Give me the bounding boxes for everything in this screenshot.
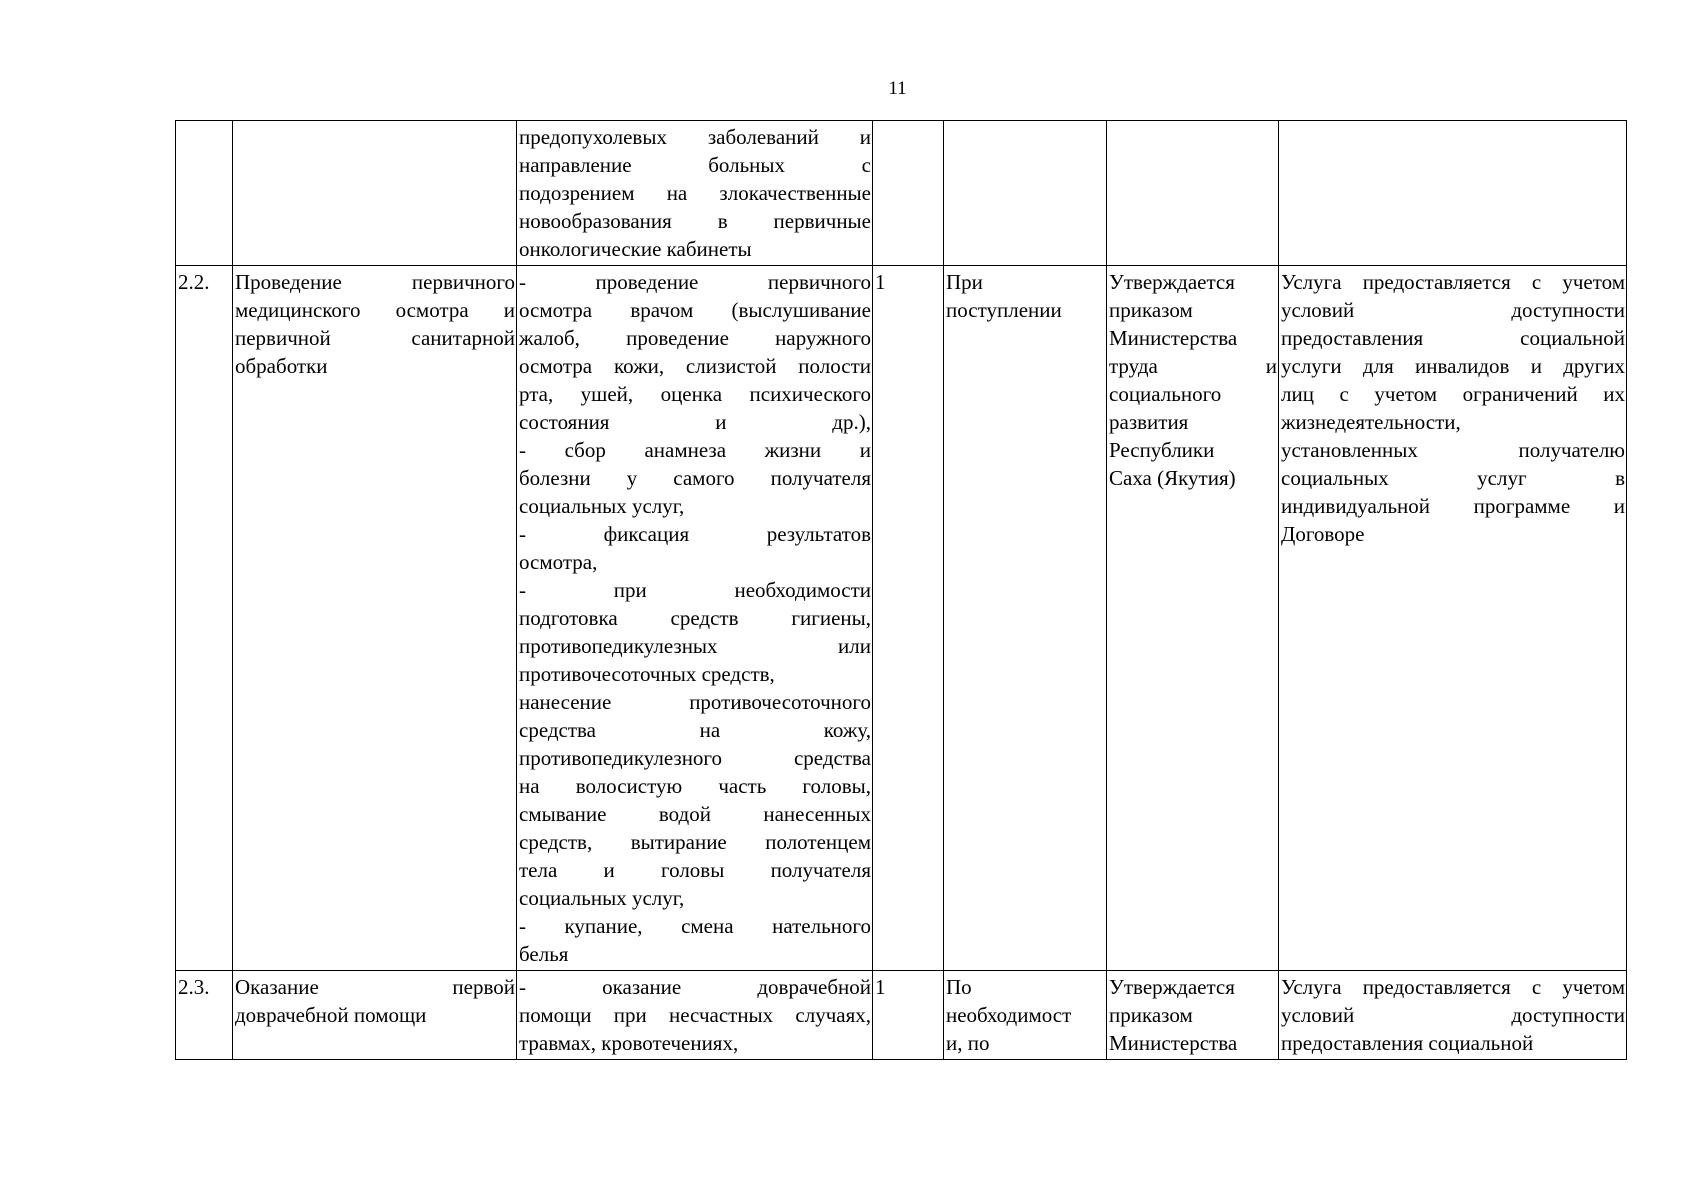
period-cell <box>944 266 1107 971</box>
period-cell <box>944 121 1107 266</box>
cell-text-line: При <box>946 270 983 294</box>
cell-text-line: и, по <box>946 1031 990 1055</box>
cell-text-line: - при необходимости <box>519 578 871 602</box>
cell-text-line: медицинского осмотра и <box>235 298 515 322</box>
cell-text-line: - купание, смена нательного <box>519 914 871 938</box>
cell-text-line: осмотра, <box>519 550 598 574</box>
cell-text-line: развития <box>1109 410 1189 434</box>
cell-text-line: белья <box>519 942 569 966</box>
cell-text-line: осмотра врачом (выслушивание <box>519 298 871 322</box>
cell-text-line: болезни у самого получателя <box>519 466 871 490</box>
cell-text-line: тела и головы получателя <box>519 858 871 882</box>
cell-text-line: нанесение противочесоточного <box>519 690 871 714</box>
cell-text-line: рта, ушей, оценка психического <box>519 382 871 406</box>
cell-text-line: условий доступности <box>1281 298 1625 322</box>
cell-text-line: обработки <box>235 354 328 378</box>
cost-cell <box>1107 971 1279 1060</box>
service-content-cell <box>517 971 873 1060</box>
cell-text-line: противочесоточных средств, <box>519 662 775 686</box>
cell-text-line: приказом <box>1109 1003 1193 1027</box>
cell-text-line: противопедикулезного средства <box>519 746 871 770</box>
cell-text-line: Проведение первичного <box>235 270 515 294</box>
conditions-cell <box>1279 121 1627 266</box>
cell-text-line: - фиксация результатов <box>519 522 871 546</box>
services-table <box>175 120 1627 1060</box>
table-row <box>176 121 1627 266</box>
row-number-cell: 2.3. <box>176 971 233 1060</box>
cell-text-line: Саха (Якутия) <box>1109 466 1236 490</box>
cost-cell <box>1107 121 1279 266</box>
cell-text-line: первичной санитарной <box>235 326 515 350</box>
cell-text-line: жалоб, проведение наружного <box>519 326 871 350</box>
conditions-cell <box>1279 266 1627 971</box>
cell-text-line: необходимост <box>946 1003 1072 1027</box>
cell-text-line: социального <box>1109 382 1222 406</box>
cell-text-line: жизнедеятельности, <box>1281 410 1461 434</box>
cell-text-line: подготовка средств гигиены, <box>519 606 871 630</box>
service-name-cell <box>233 266 517 971</box>
cell-text-line: помощи при несчастных случаях, <box>519 1003 871 1027</box>
cell-text-line: предоставления социальной <box>1281 326 1625 350</box>
cell-text-line: - оказание доврачебной <box>519 975 871 999</box>
cell-text-line: социальных услуг, <box>519 494 685 518</box>
cell-text-line: противопедикулезных или <box>519 634 871 658</box>
cell-text-line: осмотра кожи, слизистой полости <box>519 354 871 378</box>
cell-text-line: - сбор анамнеза жизни и <box>519 438 871 462</box>
cell-text-line: условий доступности <box>1281 1003 1625 1027</box>
cell-text-line: Республики <box>1109 438 1215 462</box>
cell-text-line: поступлении <box>946 298 1062 322</box>
conditions-cell <box>1279 971 1627 1060</box>
cell-text-line: на волосистую часть головы, <box>519 774 871 798</box>
row-number-cell <box>176 121 233 266</box>
cell-text-line: социальных услуг, <box>519 886 685 910</box>
table-row <box>176 971 1627 1060</box>
cell-text-line: Утверждается <box>1109 975 1235 999</box>
cell-text-line: - проведение первичного <box>519 270 871 294</box>
cell-text-line: направление больных с <box>519 153 871 177</box>
cell-text-line: Услуга предоставляется с учетом <box>1281 270 1625 294</box>
cell-text-line: социальных услуг в <box>1281 466 1625 490</box>
cell-text-line: установленных получателю <box>1281 438 1625 462</box>
volume-cell <box>873 121 944 266</box>
cell-text-line: приказом <box>1109 298 1193 322</box>
page-number: 11 <box>888 78 907 99</box>
table-row <box>176 266 1627 971</box>
cell-text-line: Услуга предоставляется с учетом <box>1281 975 1625 999</box>
service-name-cell <box>233 971 517 1060</box>
volume-cell: 1 <box>873 971 944 1060</box>
cell-text-line: Министерства <box>1109 326 1238 350</box>
cell-text-line: состояния и др.), <box>519 410 871 434</box>
cost-cell <box>1107 266 1279 971</box>
cell-text-line: труда и <box>1109 354 1277 378</box>
cell-text-line: предоставления социальной <box>1281 1031 1534 1055</box>
cell-text-line: услуги для инвалидов и других <box>1281 354 1625 378</box>
service-name-cell <box>233 121 517 266</box>
period-cell <box>944 971 1107 1060</box>
cell-text-line: смывание водой нанесенных <box>519 802 871 826</box>
cell-text-line: Утверждается <box>1109 270 1235 294</box>
service-content-cell <box>517 266 873 971</box>
cell-text-line: Договоре <box>1281 522 1365 546</box>
cell-text-line: травмах, кровотечениях, <box>519 1031 739 1055</box>
cell-text-line: Министерства <box>1109 1031 1238 1055</box>
service-content-cell <box>517 121 873 266</box>
cell-text-line: подозрением на злокачественные <box>519 181 871 205</box>
cell-text-line: По <box>946 975 972 999</box>
cell-text-line: средства на кожу, <box>519 718 871 742</box>
cell-text-line: предопухолевых заболеваний и <box>519 125 871 149</box>
cell-text-line: лиц с учетом ограничений их <box>1281 382 1625 406</box>
cell-text-line: доврачебной помощи <box>235 1003 427 1027</box>
volume-cell: 1 <box>873 266 944 971</box>
cell-text-line: онкологические кабинеты <box>519 237 752 261</box>
row-number-cell: 2.2. <box>176 266 233 971</box>
cell-text-line: индивидуальной программе и <box>1281 494 1625 518</box>
cell-text-line: Оказание первой <box>235 975 515 999</box>
cell-text-line: средств, вытирание полотенцем <box>519 830 871 854</box>
cell-text-line: новообразования в первичные <box>519 209 871 233</box>
